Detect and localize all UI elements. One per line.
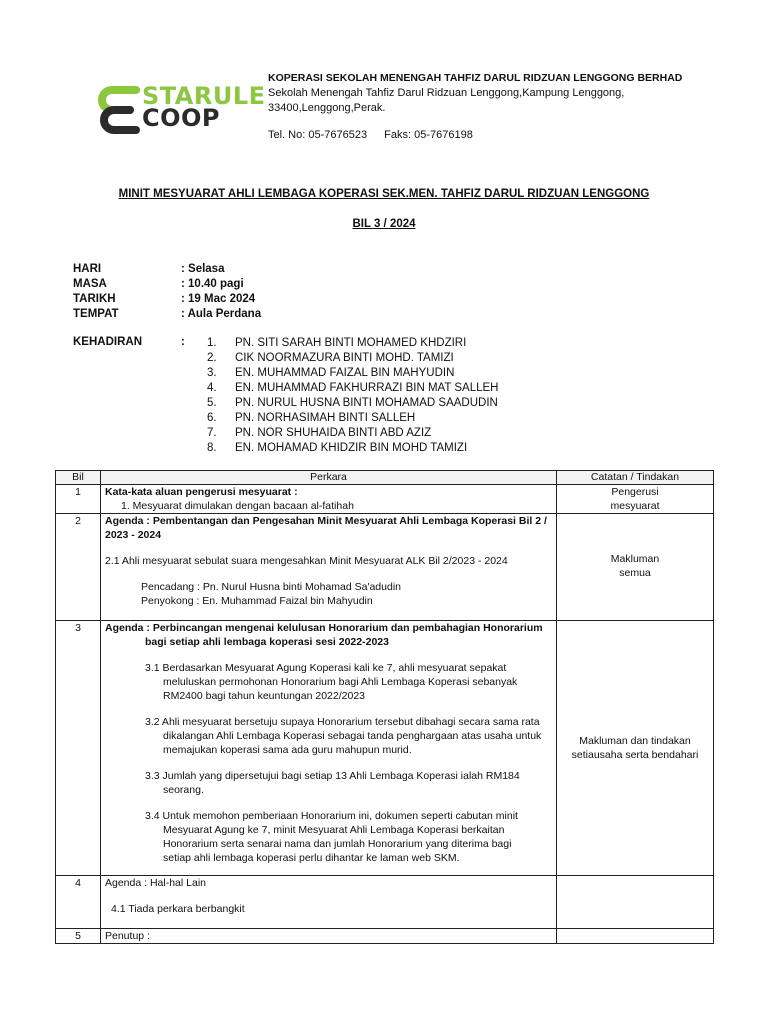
attendee-item [207,336,627,351]
attendee-number: 5. [207,397,217,409]
logo-text-line1: STARULE [142,82,266,110]
detail-row-venue [73,307,261,322]
seconder: Penyokong : En. Muhammad Faizal bin Mahyudin [141,595,373,607]
item-3-3-cont: seorang. [163,784,204,796]
row-action [557,485,714,514]
attendance-colon: : [181,336,185,348]
header-perkara: Perkara [101,471,557,485]
attendee-name: EN. MUHAMMAD FAIZAL BIN MAHYUDIN [235,367,455,379]
attendee-item [207,396,627,411]
item-3-4-cont: Mesyuarat Agung ke 7, minit Mesyuarat Ahli Lembaga Koperasi berkaitan [163,824,505,836]
row-content [101,514,557,621]
detail-label: TEMPAT [73,308,119,320]
action-line: semua [619,567,651,579]
table-row [56,876,714,929]
detail-row-day [73,262,261,277]
item-3-3: 3.3 Jumlah yang dipersetujui bagi setiap 13 Ahli Lembaga Koperasi ialah RM184 [145,770,520,782]
attendee-number: 6. [207,412,217,424]
agenda-heading: Kata-kata aluan pengerusi mesyuarat : [105,486,298,498]
action-line: setiausaha serta bendahari [571,749,699,761]
table-row [56,514,714,621]
organization-header [268,71,708,143]
attendance-list [207,336,627,456]
agenda-item: 1. Mesyuarat dimulakan dengan bacaan al-fatihah [121,500,354,512]
detail-value: : Aula Perdana [181,308,262,320]
item-3-4-cont: setiap ahli lembaga koperasi perlu dihantar ke laman web SKM. [163,852,460,864]
logo-text-line2: COOP [142,104,221,132]
attendee-number: 3. [207,367,217,379]
table-header-row [56,471,714,485]
item-3-2-cont: dikalangan Ahli Lembaga Koperasi sebagai tanda penghargaan atas usaha untuk [163,730,542,742]
item-3-2: 3.2 Ahli mesyuarat bersetuju supaya Honorarium tersebut dibahagi secara sama rata [145,716,540,728]
action-line: Makluman [610,553,660,565]
table-row [56,929,714,944]
telephone-number: Tel. No: 05-7676523 [268,129,368,141]
row-content [101,876,557,929]
attendee-item [207,366,627,381]
attendee-item [207,441,627,456]
fax-number: Faks: 05-7676198 [384,129,473,141]
item-3-1-cont: RM2400 bagi tahun keuntungan 2022/2023 [163,690,366,702]
action-line: Pengerusi [611,486,659,498]
detail-value: : 19 Mac 2024 [181,293,256,305]
row-action [557,876,714,929]
attendee-name: PN. NOR SHUHAIDA BINTI ABD AZIZ [235,427,432,439]
meeting-number: BIL 3 / 2024 [352,218,416,230]
attendee-name: EN. MUHAMMAD FAKHURRAZI BIN MAT SALLEH [235,382,499,394]
address-line-2: 33400,Lenggong,Perak. [268,102,386,114]
agenda-heading-cont: bagi setiap ahli lembaga koperasi sesi 2022-2023 [145,636,389,648]
row-number: 4 [56,876,101,929]
attendee-name: EN. MOHAMAD KHIDZIR BIN MOHD TAMIZI [235,442,468,454]
row-content: Penutup : [101,929,557,944]
table-row [56,621,714,876]
header-catatan: Catatan / Tindakan [557,471,714,485]
meeting-details [73,262,261,322]
attendee-number: 8. [207,442,217,454]
attendee-number: 7. [207,427,217,439]
attendee-name: CIK NOORMAZURA BINTI MOHD. TAMIZI [235,352,454,364]
detail-label: MASA [73,278,107,290]
detail-value: : Selasa [181,263,225,275]
minutes-table [55,470,714,944]
action-line: Makluman dan tindakan [579,735,691,747]
attendee-number: 1. [207,337,217,349]
attendee-item [207,381,627,396]
attendee-item [207,411,627,426]
document-title: MINIT MESYUARAT AHLI LEMBAGA KOPERASI SEK.MEN. TAHFIZ DARUL RIDZUAN LENGGONG [118,188,650,200]
agenda-heading: Agenda : Hal-hal Lain [105,877,206,889]
agenda-item: 2.1 Ahli mesyuarat sebulat suara mengesahkan Minit Mesyuarat ALK Bil 2/2023 - 2024 [105,555,508,567]
detail-row-date [73,292,261,307]
detail-label: HARI [73,263,102,275]
item-3-1: 3.1 Berdasarkan Mesyuarat Agung Koperasi kali ke 7, ahli mesyuarat sepakat [145,662,507,674]
attendee-number: 4. [207,382,217,394]
row-action [557,514,714,621]
header-bil: Bil [56,471,101,485]
agenda-heading: Agenda : Pembentangan dan Pengesahan Minit Mesyuarat Ahli Lembaga Koperasi Bil 2 / 2023 - 2024 [105,515,547,541]
attendee-name: PN. NURUL HUSNA BINTI MOHAMAD SAADUDIN [235,397,498,409]
table-row [56,485,714,514]
row-number: 2 [56,514,101,621]
agenda-item: 4.1 Tiada perkara berbangkit [111,903,245,915]
action-line: mesyuarat [610,500,660,512]
coop-logo [92,76,266,138]
item-3-4-cont: Honorarium serta senarai nama dan jumlah Honorarium yang diterima bagi [163,838,512,850]
detail-label: TARIKH [73,293,116,305]
row-action [557,621,714,876]
address-line-1: Sekolah Menengah Tahfiz Darul Ridzuan Lenggong,Kampung Lenggong, [268,87,625,99]
item-3-2-cont: memajukan koperasi sama ada guru mahupun murid. [163,744,412,756]
row-number: 3 [56,621,101,876]
agenda-heading: Agenda : Perbincangan mengenai kelulusan Honorarium dan pembahagian Honorarium [105,622,543,634]
detail-value: : 10.40 pagi [181,278,244,290]
row-number: 1 [56,485,101,514]
attendee-name: PN. SITI SARAH BINTI MOHAMED KHDZIRI [235,337,467,349]
row-number: 5 [56,929,101,944]
detail-row-time [73,277,261,292]
contact-line [268,128,708,143]
item-3-4: 3.4 Untuk memohon pemberiaan Honorarium ini, dokumen seperti cabutan minit [145,810,518,822]
row-content [101,485,557,514]
attendee-number: 2. [207,352,217,364]
attendee-name: PN. NORHASIMAH BINTI SALLEH [235,412,416,424]
organization-name: KOPERASI SEKOLAH MENENGAH TAHFIZ DARUL RIDZUAN LENGGONG BERHAD [268,72,683,84]
attendance-label: KEHADIRAN [73,336,142,348]
row-action [557,929,714,944]
item-3-1-cont: meluluskan permohonan Honorarium bagi Ahli Lembaga Koperasi sebanyak [163,676,518,688]
proposer: Pencadang : Pn. Nurul Husna binti Mohamad Sa'adudin [141,581,402,593]
attendee-item [207,351,627,366]
row-content [101,621,557,876]
attendee-item [207,426,627,441]
